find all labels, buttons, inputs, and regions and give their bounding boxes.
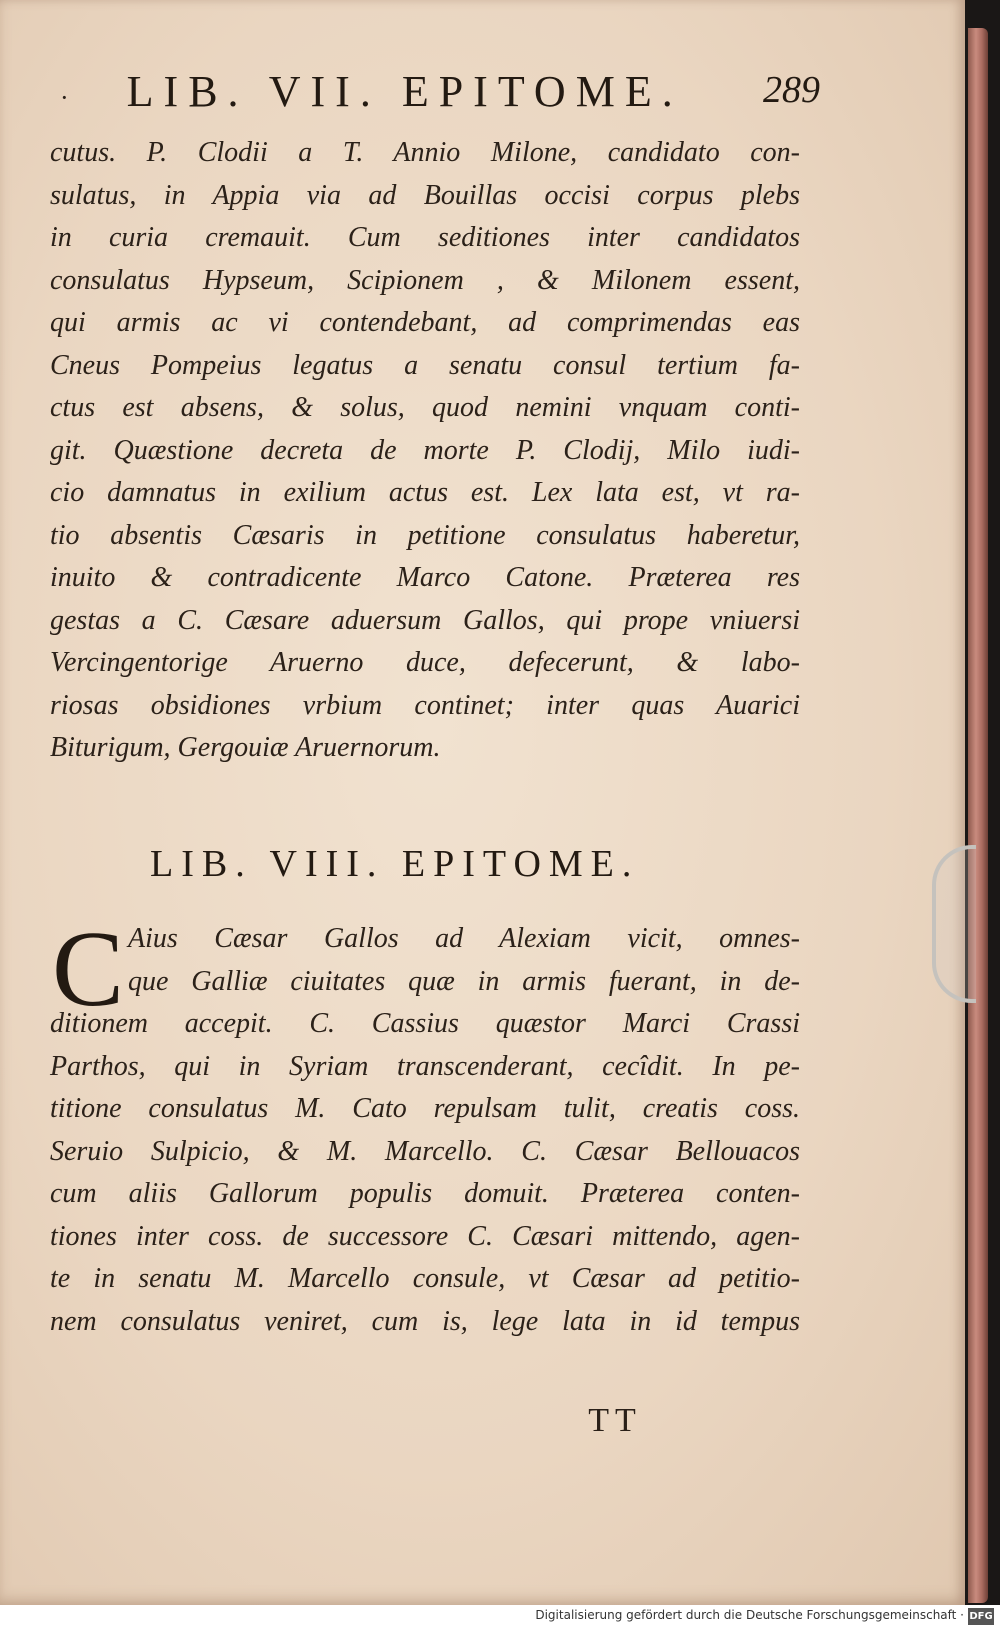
text-line: Cneus Pompeius legatus a senatu consul tertium fa-: [50, 349, 800, 381]
text-line: in curia cremauit. Cum seditiones inter candidatos: [50, 222, 800, 253]
text-line: que Galliæ ciuitates quæ in armis fuerant, in de-: [128, 965, 800, 997]
running-head-dot: ·: [60, 83, 69, 112]
text-line: cum aliis Gallorum populis domuit. Præterea conten-: [50, 1178, 800, 1209]
binding-clip: [932, 845, 976, 1003]
funding-credit: Digitalisierung gefördert durch die Deutsche Forschungsgemeinschaft ·: [535, 1608, 964, 1622]
text-line: tiones inter coss. de successore C. Cæsari mittendo, agen-: [50, 1220, 800, 1252]
text-line: consulatus Hypseum, Scipionem , & Milonem essent,: [50, 264, 800, 296]
text-line: Seruio Sulpicio, & M. Marcello. C. Cæsar Bellouacos: [50, 1135, 800, 1167]
text-line: ditionem accepit. C. Cassius quæstor Marci Crassi: [50, 1008, 800, 1039]
dfg-logo-icon: DFG: [968, 1608, 994, 1625]
running-head-title: LIB. VII. EPITOME.: [126, 67, 683, 116]
digitization-footer: [0, 1605, 1000, 1629]
text-block-lib-vii: [50, 132, 800, 770]
page-edge: [968, 28, 988, 1603]
text-line: Parthos, qui in Syriam transcenderant, cecîdit. In pe-: [50, 1050, 800, 1082]
text-line: sulatus, in Appia via ad Bouillas occisi corpus plebs: [50, 179, 800, 211]
text-line: gestas a C. Cæsare aduersum Gallos, qui prope vniuersi: [50, 604, 800, 636]
text-line: Vercingentorige Aruerno duce, defecerunt, & labo-: [50, 647, 800, 678]
text-line: cio damnatus in exilium actus est. Lex lata est, vt ra-: [50, 477, 800, 508]
signature-mark: TT: [588, 1402, 642, 1439]
text-line: Aius Cæsar Gallos ad Alexiam vicit, omnes-: [128, 923, 800, 954]
text-block-lib-viii: [50, 910, 800, 1343]
text-line: qui armis ac vi contendebant, ad comprimendas eas: [50, 307, 800, 338]
text-line: riosas obsidiones vrbium continet; inter quas Auarici: [50, 689, 800, 721]
text-line: tio absentis Cæsaris in petitione consulatus haberetur,: [50, 519, 800, 551]
section-heading: LIB. VIII. EPITOME.: [150, 843, 640, 885]
text-line: Biturigum, Gergouiæ Aruernorum.: [50, 732, 441, 763]
page-number: 289: [763, 69, 820, 111]
text-line: titione consulatus M. Cato repulsam tulit, creatis coss.: [50, 1093, 800, 1124]
drop-cap: C: [52, 910, 125, 1029]
text-line: cutus. P. Clodii a T. Annio Milone, candidato con-: [50, 137, 800, 168]
text-line: git. Quæstione decreta de morte P. Clodij, Milo iudi-: [50, 434, 800, 466]
text-line: inuito & contradicente Marco Catone. Præterea res: [50, 562, 800, 593]
running-head: [60, 66, 820, 118]
text-line: nem consulatus veniret, cum is, lege lata in id tempus: [50, 1305, 800, 1337]
text-line: ctus est absens, & solus, quod nemini vnquam conti-: [50, 392, 800, 423]
text-line: te in senatu M. Marcello consule, vt Cæsar ad petitio-: [50, 1263, 800, 1294]
